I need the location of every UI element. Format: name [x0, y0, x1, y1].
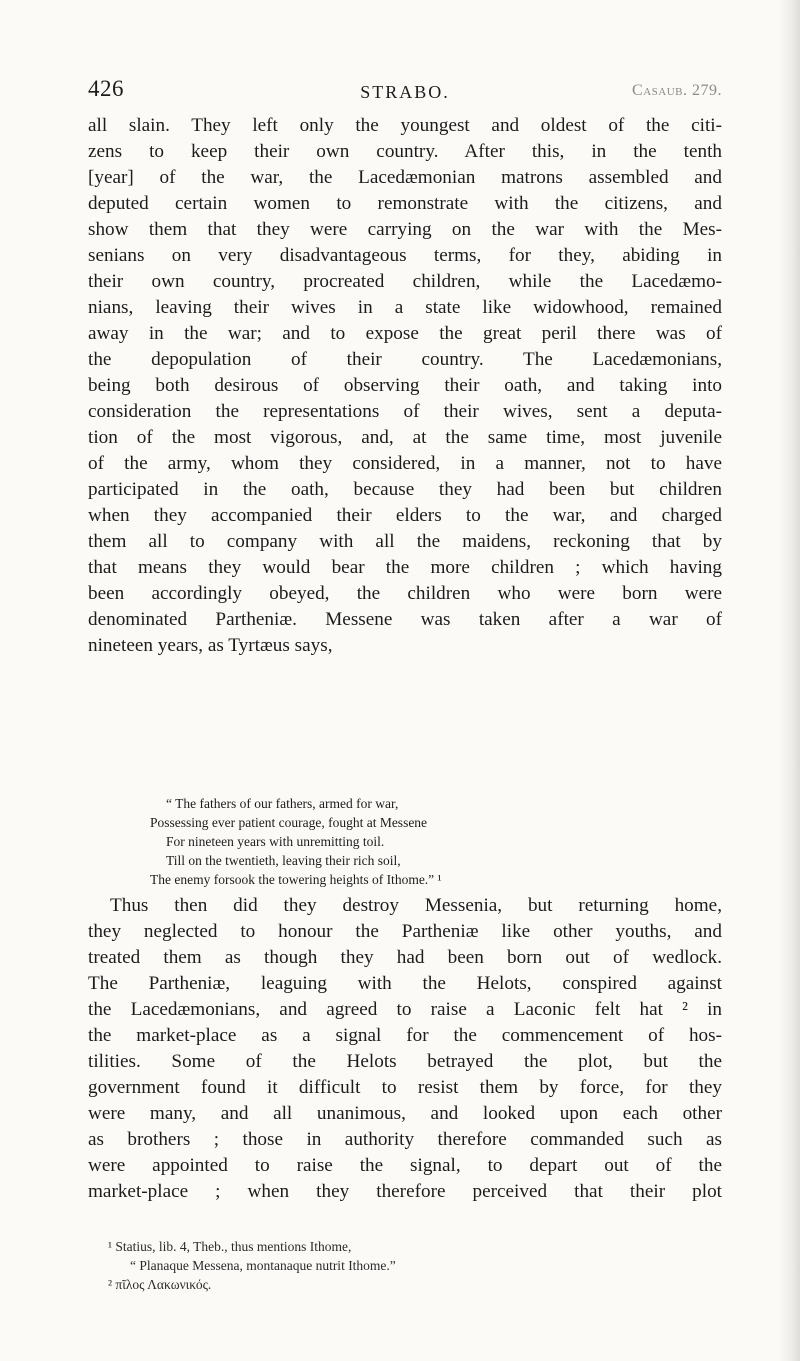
running-title: STRABO. — [360, 82, 450, 102]
text-line: nineteen years, as Tyrtæus says, — [88, 635, 333, 656]
verse-line: Till on the twentieth, leaving their rich soil, — [166, 853, 401, 868]
text-line: Thus then did they destroy Messenia, but returning home, — [110, 895, 722, 916]
text-line: tilities. Some of the Helots betrayed the plot, but the — [88, 1051, 722, 1072]
text-line: [year] of the war, the Lacedæmonian matrons assembled and — [88, 167, 722, 188]
text-line: the depopulation of their country. The Lacedæmonians, — [88, 349, 722, 370]
text-line: senians on very disadvantageous terms, for they, abiding in — [88, 245, 722, 266]
verse-line: The enemy forsook the towering heights of Ithome.” ¹ — [150, 872, 442, 887]
footnote-2: ² πῖλος Λακωνικός. — [108, 1277, 212, 1292]
text-line: their own country, procreated children, while the Lacedæmo- — [88, 271, 722, 292]
text-line: when they accompanied their elders to the war, and charged — [88, 505, 722, 526]
text-line: tion of the most vigorous, and, at the same time, most juvenile — [88, 427, 722, 448]
text-line: nians, leaving their wives in a state like widowhood, remained — [88, 297, 722, 318]
text-line: the market-place as a signal for the commencement of hos- — [88, 1025, 722, 1046]
text-line: that means they would bear the more children ; which having — [88, 557, 722, 578]
verse-line: For nineteen years with unremitting toil. — [166, 834, 385, 849]
text-line: zens to keep their own country. After this, in the tenth — [88, 141, 722, 162]
text-line: they neglected to honour the Partheniæ like other youths, and — [88, 921, 722, 942]
text-line: were appointed to raise the signal, to depart out of the — [88, 1155, 722, 1176]
page-number: 426 — [88, 76, 124, 101]
text-line: been accordingly obeyed, the children who were born were — [88, 583, 722, 604]
page-header — [88, 76, 722, 110]
verse-quotation — [150, 794, 710, 889]
text-line: away in the war; and to expose the great peril there was of — [88, 323, 722, 344]
text-line: as brothers ; those in authority therefore commanded such as — [88, 1129, 722, 1150]
casaubon-reference: Casaub. 279. — [632, 82, 722, 99]
text-line: The Partheniæ, leaguing with the Helots, conspired against — [88, 973, 722, 994]
text-line: were many, and all unanimous, and looked upon each other — [88, 1103, 722, 1124]
text-line: them all to company with all the maidens, reckoning that by — [88, 531, 722, 552]
text-line: all slain. They left only the youngest and oldest of the citi- — [88, 115, 722, 136]
text-line: market-place ; when they therefore perceived that their plot — [88, 1181, 722, 1202]
text-line: the Lacedæmonians, and agreed to raise a Laconic felt hat ² in — [88, 999, 722, 1020]
text-line: of the army, whom they considered, in a manner, not to have — [88, 453, 722, 474]
text-line: participated in the oath, because they had been but children — [88, 479, 722, 500]
text-line: deputed certain women to remonstrate with the citizens, and — [88, 193, 722, 214]
text-line: denominated Partheniæ. Messene was taken after a war of — [88, 609, 722, 630]
page-edge-shadow — [778, 0, 800, 1361]
text-line: treated them as though they had been born out of wedlock. — [88, 947, 722, 968]
text-line: show them that they were carrying on the war with the Mes- — [88, 219, 722, 240]
text-line: government found it difficult to resist them by force, for they — [88, 1077, 722, 1098]
paragraph-2 — [88, 893, 722, 1205]
verse-line: Possessing ever patient courage, fought at Messene — [150, 815, 428, 830]
text-line: being both desirous of observing their oath, and taking into — [88, 375, 722, 396]
footnotes — [108, 1237, 708, 1294]
footnote-1-continued: “ Planaque Messena, montanaque nutrit Ithome.” — [130, 1258, 396, 1273]
footnote-1: ¹ Statius, lib. 4, Theb., thus mentions Ithome, — [108, 1239, 352, 1254]
paragraph-1 — [88, 113, 722, 659]
text-line: consideration the representations of their wives, sent a deputa- — [88, 401, 722, 422]
verse-line: “ The fathers of our fathers, armed for war, — [166, 796, 399, 811]
